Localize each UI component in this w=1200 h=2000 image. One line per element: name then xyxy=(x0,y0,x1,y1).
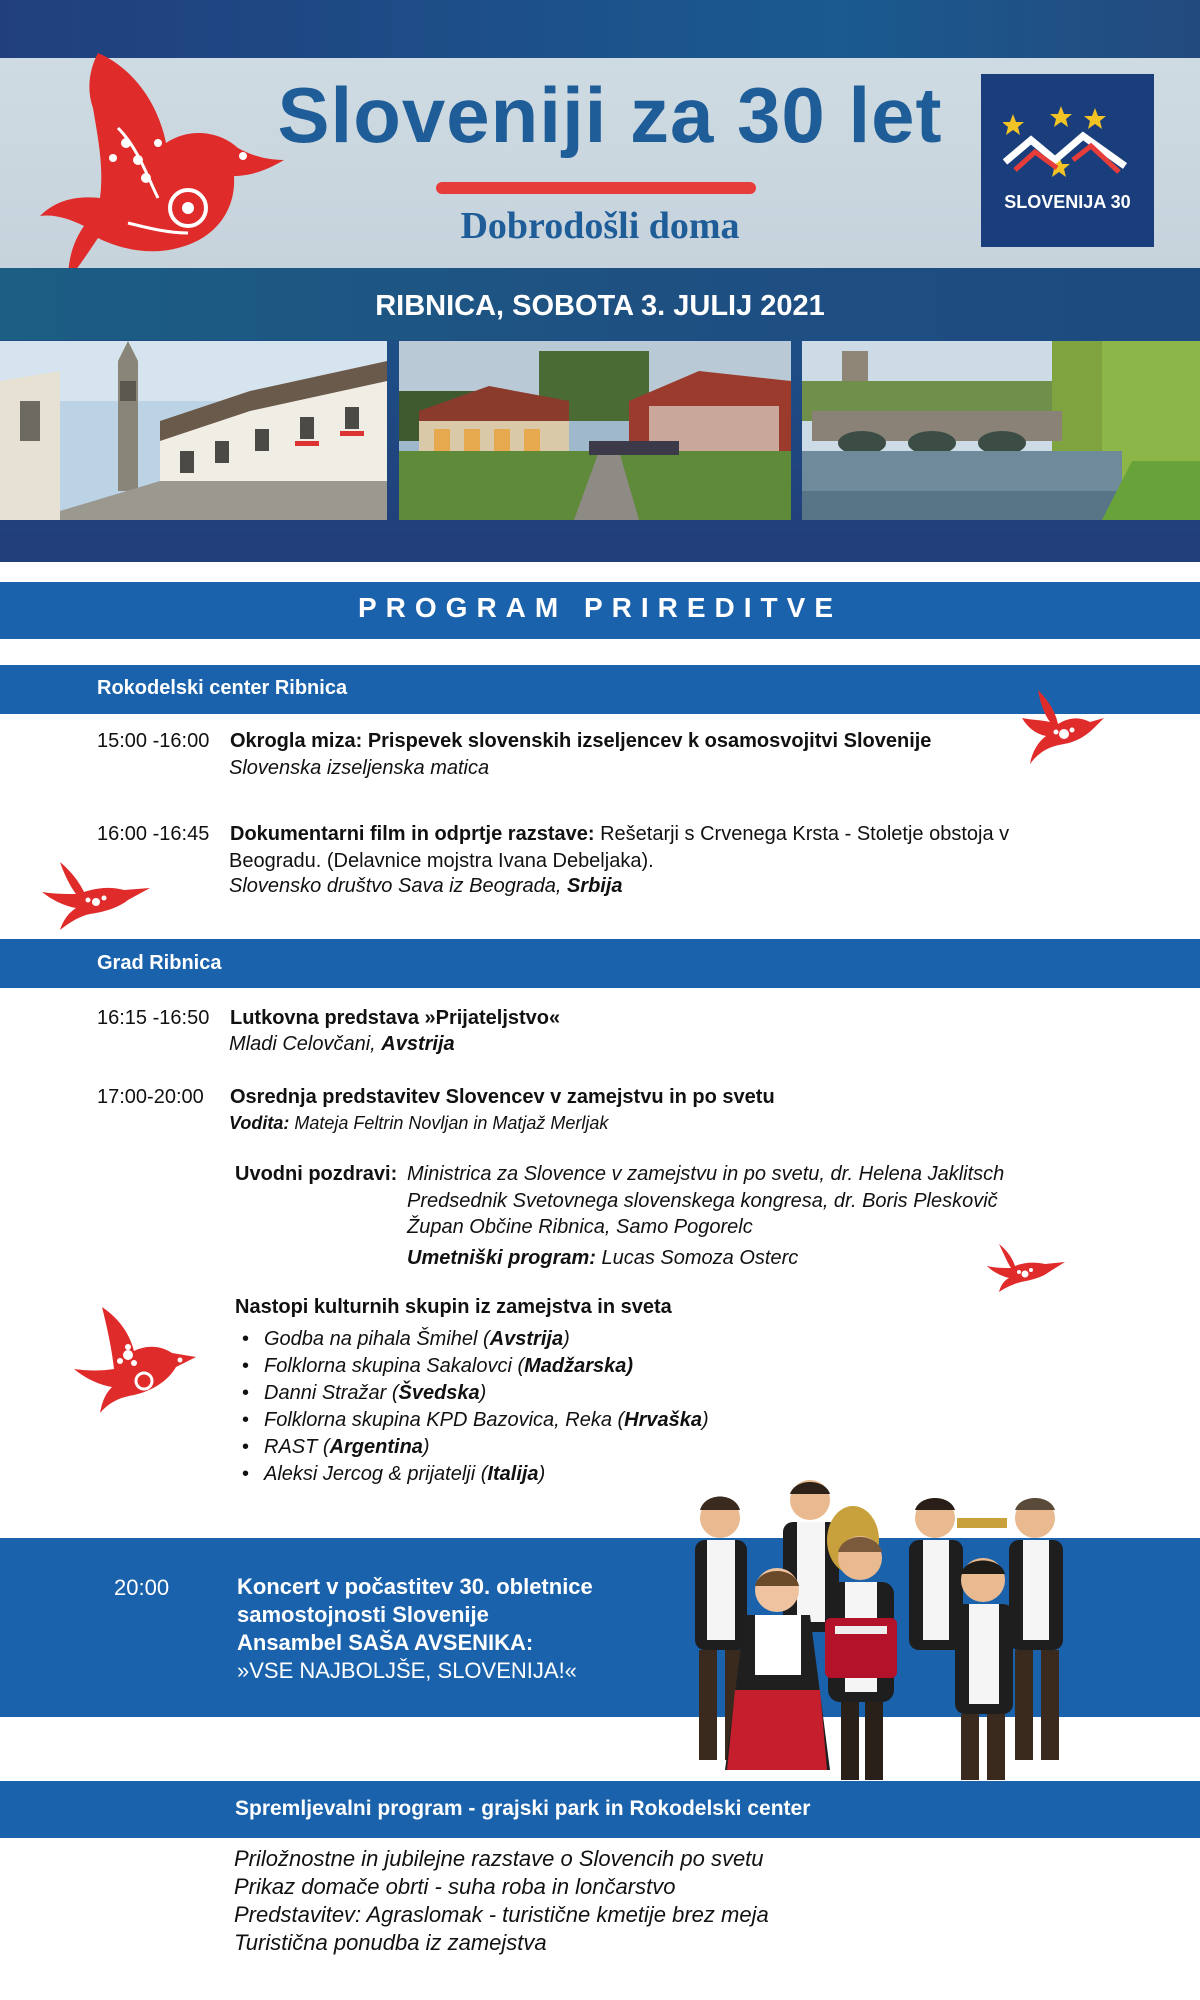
organizer-country: Srbija xyxy=(566,875,623,897)
event-date: RIBNICA, SOBOTA 3. JULIJ 2021 xyxy=(375,290,825,322)
groups-list xyxy=(238,1326,709,1488)
organizer-name: Mladi Celovčani, xyxy=(229,1033,382,1055)
group-end: ) xyxy=(422,1436,430,1458)
photo-ribnica-street xyxy=(0,341,387,520)
event-organizer: Slovenska izseljenska matica xyxy=(229,757,490,779)
groups-title: Nastopi kulturnih skupin iz zamejstva in sveta xyxy=(235,1296,672,1318)
group-name: Godba na pihala Šmihel ( xyxy=(264,1328,490,1350)
swallow-icon xyxy=(985,1242,1067,1294)
greeting-line: Predsednik Svetovnega slovenskega kongresa, dr. Boris Pleskovič xyxy=(407,1190,998,1212)
event-title-rest: Rešetarji s Crvenega Krsta - Stoletje obstoja v xyxy=(594,823,1010,845)
list-item xyxy=(238,1434,709,1461)
list-item xyxy=(238,1461,709,1488)
slovenia-30-logo xyxy=(981,74,1154,247)
event-time: 15:00 -16:00 xyxy=(97,730,210,752)
greeting-line: Ministrica za Slovence v zamejstvu in po svetu, dr. Helena Jaklitsch xyxy=(407,1163,1005,1185)
program-title: PROGRAM PRIREDITVE xyxy=(357,592,843,623)
hosts-label: Vodita: xyxy=(229,1113,290,1133)
group-country: Avstrija xyxy=(489,1328,564,1350)
event-time: 16:15 -16:50 xyxy=(97,1007,210,1029)
concert-line: samostojnosti Slovenije xyxy=(237,1602,489,1627)
band-photo xyxy=(665,1470,1095,1780)
dove-icon xyxy=(38,48,288,288)
concert-description xyxy=(237,1573,593,1685)
organizer-name: Slovensko društvo Sava iz Beograda, xyxy=(229,875,567,897)
event-organizer xyxy=(229,873,623,900)
list-item: Predstavitev: Agraslomak - turistične kmetije brez meja xyxy=(234,1902,769,1927)
group-name: Danni Stražar ( xyxy=(264,1382,399,1404)
list-item xyxy=(238,1353,709,1380)
event-title: Lutkovna predstava »Prijateljstvo« xyxy=(230,1007,561,1029)
title-underline xyxy=(436,182,756,194)
hosts-names: Mateja Feltrin Novljan in Matjaž Merljak xyxy=(289,1113,609,1133)
event-organizer xyxy=(229,1031,455,1058)
list-item: Turistična ponudba iz zamejstva xyxy=(234,1930,547,1955)
list-item xyxy=(238,1326,709,1353)
photo-river-bridge xyxy=(802,341,1200,520)
logo-text: SLOVENIJA 30 xyxy=(1004,192,1131,212)
list-item: Priložnostne in jubilejne razstave o Slovencih po svetu xyxy=(234,1846,764,1871)
concert-line: »VSE NAJBOLJŠE, SLOVENIJA!« xyxy=(237,1658,577,1683)
art-program-name: Lucas Somoza Osterc xyxy=(595,1247,799,1269)
list-item: Prikaz domače obrti - suha roba in lončarstvo xyxy=(234,1874,676,1899)
swallow-icon xyxy=(1020,688,1105,766)
event-description: Beogradu. (Delavnice mojstra Ivana Debeljaka). xyxy=(229,850,654,872)
group-country: Švedska xyxy=(398,1382,480,1404)
group-name: Aleksi Jercog & prijatelji ( xyxy=(264,1463,488,1485)
event-hosts xyxy=(229,1110,608,1137)
group-name: Folklorna skupina KPD Bazovica, Reka ( xyxy=(264,1409,625,1431)
group-name: RAST ( xyxy=(264,1436,330,1458)
section-label-grad: Grad Ribnica xyxy=(97,952,222,974)
dove-icon xyxy=(72,1305,197,1415)
event-title-bold: Dokumentarni film in odprtje razstave: xyxy=(230,823,595,845)
event-time: 17:00-20:00 xyxy=(97,1086,204,1108)
concert-line: Koncert v počastitev 30. obletnice xyxy=(237,1574,593,1599)
art-program-label: Umetniški program: xyxy=(407,1247,596,1269)
group-country: Madžarska) xyxy=(524,1355,634,1377)
group-name: Folklorna skupina Sakalovci ( xyxy=(264,1355,525,1377)
greetings-label: Uvodni pozdravi: xyxy=(235,1163,398,1185)
page-title: Sloveniji za 30 let xyxy=(277,71,943,159)
group-end: ) xyxy=(479,1382,487,1404)
event-title: Okrogla miza: Prispevek slovenskih izseljencev k osamosvojitvi Slovenije xyxy=(230,730,932,752)
list-item xyxy=(238,1407,709,1434)
group-end: ) xyxy=(538,1463,546,1485)
event-title: Osrednja predstavitev Slovencev v zamejstvu in po svetu xyxy=(230,1086,775,1108)
photo-castle-courtyard xyxy=(399,341,791,520)
organizer-country: Avstrija xyxy=(381,1033,455,1055)
list-item xyxy=(238,1380,709,1407)
logo-mountains-icon xyxy=(1003,104,1133,184)
group-country: Italija xyxy=(487,1463,539,1485)
side-program-list xyxy=(234,1845,769,1957)
group-country: Argentina xyxy=(329,1436,423,1458)
page-subtitle: Dobrodošli doma xyxy=(460,205,740,247)
group-end: ) xyxy=(563,1328,570,1350)
greeting-line: Župan Občine Ribnica, Samo Pogorelc xyxy=(407,1216,753,1238)
art-program xyxy=(407,1245,798,1272)
event-time: 16:00 -16:45 xyxy=(97,823,210,845)
section-label-rokodelski: Rokodelski center Ribnica xyxy=(97,677,348,699)
concert-line: Ansambel SAŠA AVSENIKA: xyxy=(237,1630,534,1655)
swallow-icon xyxy=(40,860,152,932)
group-end: ) xyxy=(702,1409,709,1431)
concert-time: 20:00 xyxy=(114,1575,170,1600)
side-program-title: Spremljevalni program - grajski park in Rokodelski center xyxy=(235,1797,811,1820)
event-title xyxy=(230,821,1009,848)
group-country: Hrvaška xyxy=(624,1409,702,1431)
